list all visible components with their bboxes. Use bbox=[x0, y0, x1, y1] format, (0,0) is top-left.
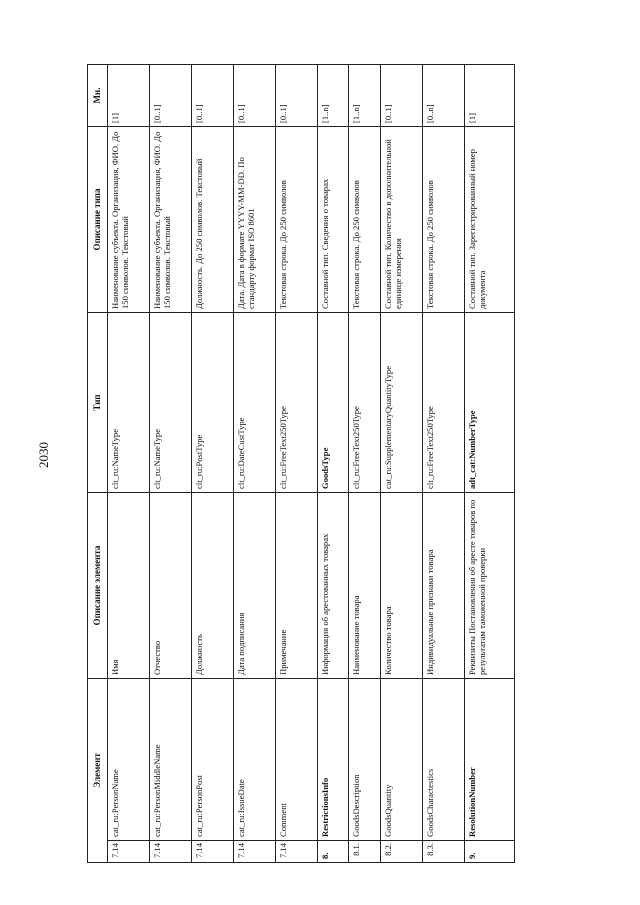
multiplicity: [0..1] bbox=[191, 64, 233, 126]
type-description: Составной тип. Зарегистрированный номер документа bbox=[464, 126, 514, 312]
row-number: 7.14 bbox=[191, 841, 233, 863]
multiplicity: [0..1] bbox=[149, 64, 191, 126]
table-row bbox=[317, 64, 348, 862]
element-name: Comment bbox=[275, 678, 317, 840]
type-description: Составной тип. Количество в дополнительной единице измерения bbox=[380, 126, 422, 312]
row-number: 9. bbox=[464, 841, 514, 863]
rotated-table-wrapper bbox=[87, 65, 515, 863]
type-description: Наименование субъекта. Организация, ФИО. До 150 символов. Текстовый bbox=[149, 126, 191, 312]
type-description: Составной тип. Сведения о товарах bbox=[317, 126, 348, 312]
multiplicity: [0..n] bbox=[422, 64, 464, 126]
table-header-row bbox=[88, 64, 108, 862]
element-name: GoodsDescription bbox=[349, 678, 380, 840]
element-description: Наименование товара bbox=[349, 492, 380, 678]
element-name: cat_ru:IssueDate bbox=[233, 678, 275, 840]
element-name: cat_ru:PersonName bbox=[108, 678, 150, 840]
type-description: Текстовая строка. До 250 символов bbox=[275, 126, 317, 312]
element-type: clt_ru:PostType bbox=[191, 312, 233, 492]
element-description: Информация об арестованных товарах bbox=[317, 492, 348, 678]
element-type: GoodsType bbox=[317, 312, 348, 492]
element-name: GoodsQuantity bbox=[380, 678, 422, 840]
table-row bbox=[380, 64, 422, 862]
row-number: 8.1. bbox=[349, 841, 380, 863]
header-type: Тип bbox=[88, 312, 108, 492]
element-description: Количество товара bbox=[380, 492, 422, 678]
multiplicity: [1..n] bbox=[317, 64, 348, 126]
element-description: Дата подписания bbox=[233, 492, 275, 678]
multiplicity: [1] bbox=[464, 64, 514, 126]
multiplicity: [0..1] bbox=[275, 64, 317, 126]
element-description: Должность bbox=[191, 492, 233, 678]
row-number: 7.14 bbox=[149, 841, 191, 863]
row-number: 7.14 bbox=[275, 841, 317, 863]
table-body bbox=[108, 64, 515, 862]
element-type: clt_ru:FreeText250Type bbox=[275, 312, 317, 492]
element-description: Реквизиты Постановления об аресте товаров по результатам таможенной проверки bbox=[464, 492, 514, 678]
multiplicity: [0..1] bbox=[233, 64, 275, 126]
type-description: Наименование субъекта. Организация, ФИО. До 150 символов. Текстовый bbox=[108, 126, 150, 312]
multiplicity: [0..1] bbox=[380, 64, 422, 126]
element-type: clt_ru:NameType bbox=[149, 312, 191, 492]
element-type: clt_ru:NameType bbox=[108, 312, 150, 492]
element-type: cat_ru:SupplementaryQuantityType bbox=[380, 312, 422, 492]
type-description: Текстовая строка. До 250 символов bbox=[422, 126, 464, 312]
element-name: ResolutionNumber bbox=[464, 678, 514, 840]
type-description: Текстовая строка. До 250 символов bbox=[349, 126, 380, 312]
row-number: 7.14 bbox=[233, 841, 275, 863]
table-row bbox=[422, 64, 464, 862]
row-number: 8.3. bbox=[422, 841, 464, 863]
element-name: RestrictionsInfo bbox=[317, 678, 348, 840]
table-row bbox=[275, 64, 317, 862]
row-number: 8. bbox=[317, 841, 348, 863]
type-description: Должность. До 250 символов. Текстовый bbox=[191, 126, 233, 312]
element-type: clt_ru:FreeText250Type bbox=[422, 312, 464, 492]
table-row bbox=[464, 64, 514, 862]
specification-table bbox=[87, 64, 515, 863]
multiplicity: [1..n] bbox=[349, 64, 380, 126]
row-number: 8.2. bbox=[380, 841, 422, 863]
element-name: cat_ru:PersonPost bbox=[191, 678, 233, 840]
type-description: Дата. Дата в формате YYYY-MM-DD. По стандарту формат ISO 8601 bbox=[233, 126, 275, 312]
table-row bbox=[149, 64, 191, 862]
header-element: Элемент bbox=[88, 678, 108, 862]
table-row bbox=[191, 64, 233, 862]
table-row bbox=[349, 64, 380, 862]
header-multiplicity: Мн. bbox=[88, 64, 108, 126]
element-type: clt_ru:FreeText250Type bbox=[349, 312, 380, 492]
element-type: adt_cat:NumberType bbox=[464, 312, 514, 492]
element-type: clt_ru:DateCustType bbox=[233, 312, 275, 492]
element-description: Индивидуальные признаки товара bbox=[422, 492, 464, 678]
page-number: 2030 bbox=[36, 442, 51, 468]
multiplicity: [1] bbox=[108, 64, 150, 126]
element-description: Имя bbox=[108, 492, 150, 678]
table-row bbox=[233, 64, 275, 862]
table-row bbox=[108, 64, 150, 862]
header-type-description: Описание типа bbox=[88, 126, 108, 312]
element-name: cat_ru:PersonMiddleName bbox=[149, 678, 191, 840]
element-description: Отчество bbox=[149, 492, 191, 678]
header-description: Описание элемента bbox=[88, 492, 108, 678]
row-number: 7.14 bbox=[108, 841, 150, 863]
element-description: Примечание bbox=[275, 492, 317, 678]
element-name: GoodsCharactestics bbox=[422, 678, 464, 840]
